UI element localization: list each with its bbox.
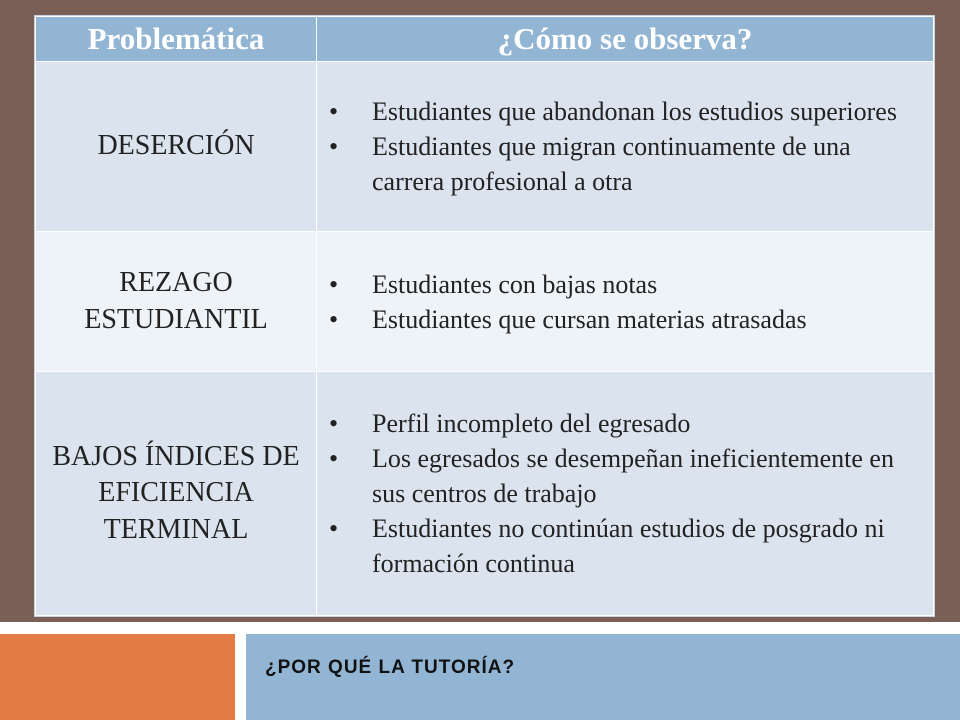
list-item: • Estudiantes que migran continuamente de una carrera profesional a otra <box>372 129 921 199</box>
problem-cell: BAJOS ÍNDICES DE EFICIENCIA TERMINAL <box>36 372 317 616</box>
list-item: • Estudiantes no continúan estudios de posgrado ni formación continua <box>372 511 921 581</box>
list-item: • Estudiantes que abandonan los estudios superiores <box>372 94 921 129</box>
problem-cell: REZAGO ESTUDIANTIL <box>36 232 317 372</box>
problem-cell: DESERCIÓN <box>36 62 317 232</box>
observation-cell <box>317 232 934 372</box>
observation-cell <box>317 372 934 616</box>
header-como-se-observa: ¿Cómo se observa? <box>317 17 934 62</box>
table-header-row <box>36 17 934 62</box>
observation-cell <box>317 62 934 232</box>
list-item: • Estudiantes con bajas notas <box>372 267 921 302</box>
table-row <box>36 232 934 372</box>
list-item: • Los egresados se desempeñan ineficientemente en sus centros de trabajo <box>372 441 921 511</box>
bullet-list <box>317 406 921 581</box>
table-row <box>36 372 934 616</box>
bullet-list <box>317 94 921 199</box>
bullet-list <box>317 267 921 337</box>
header-problematica: Problemática <box>36 17 317 62</box>
orange-accent-block <box>0 634 235 720</box>
list-item: • Perfil incompleto del egresado <box>372 406 921 441</box>
list-item: • Estudiantes que cursan materias atrasadas <box>372 302 921 337</box>
slide-title: ¿POR QUÉ LA TUTORÍA? <box>265 657 516 678</box>
table-row <box>36 62 934 232</box>
problems-table <box>34 15 935 617</box>
